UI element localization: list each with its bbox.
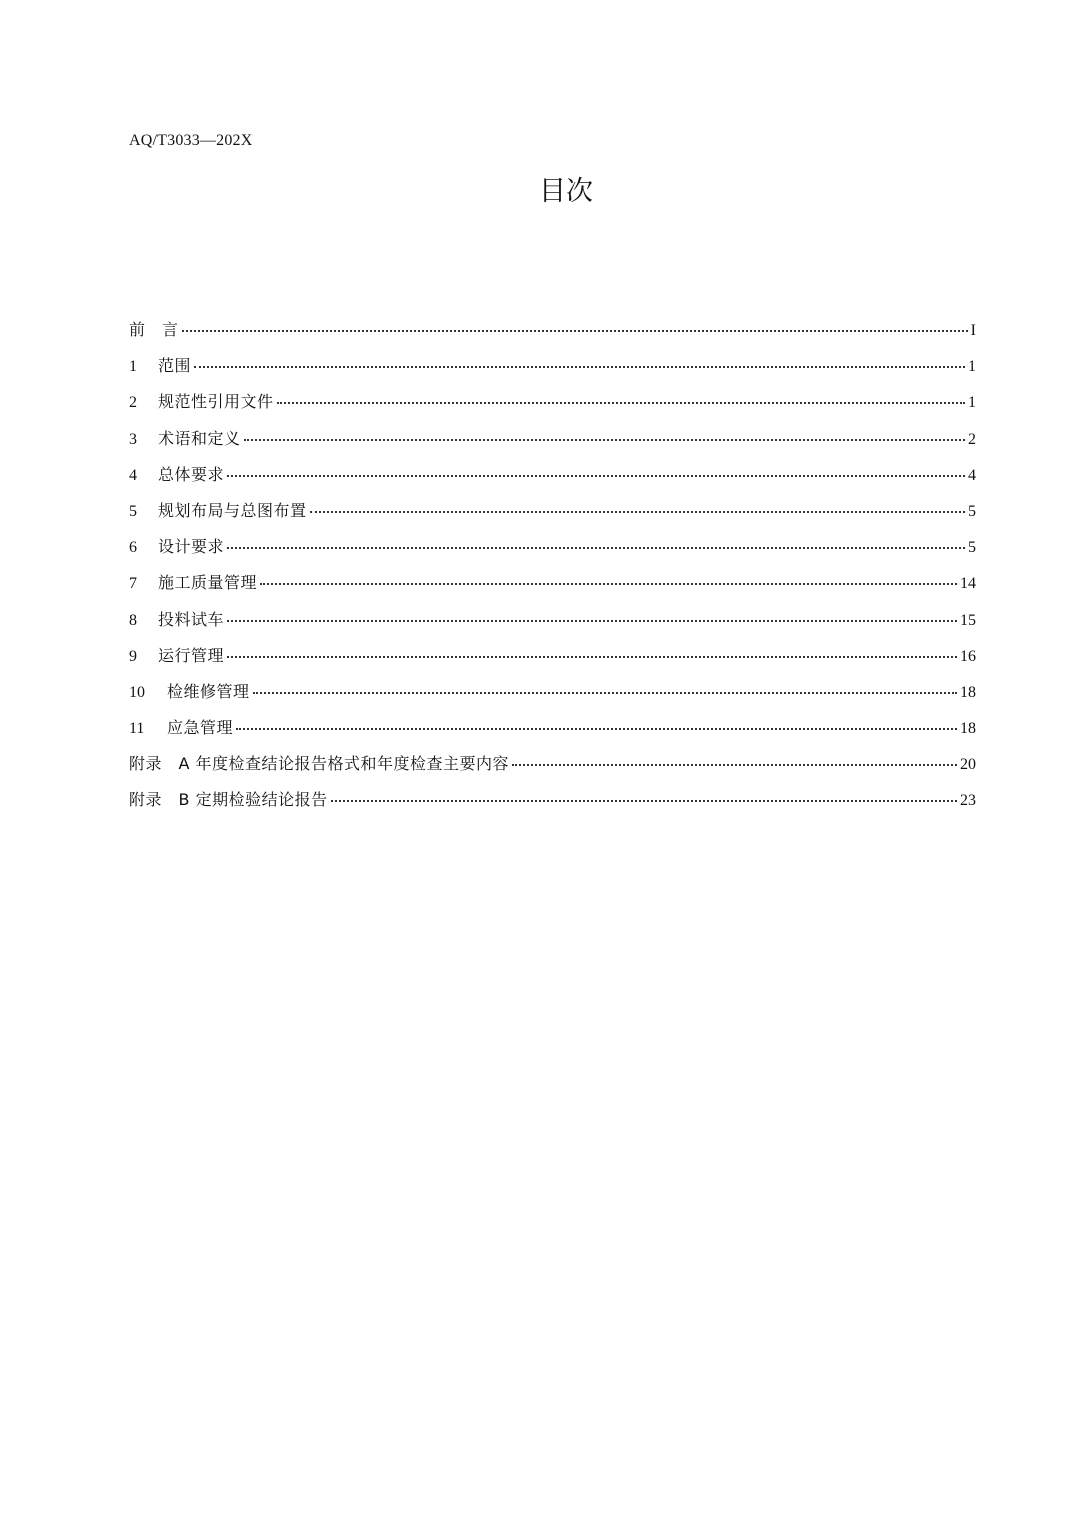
toc-entry-label: 附录 A 年度检查结论报告格式和年度检查主要内容 xyxy=(129,754,510,774)
toc-page-number: 20 xyxy=(960,756,976,774)
toc-entry-label: 总体要求 xyxy=(158,464,225,484)
toc-entry-label: 前 言 xyxy=(129,320,179,339)
toc-page-number: 5 xyxy=(968,502,976,520)
toc-dot-leader xyxy=(227,474,965,477)
toc-dot-leader xyxy=(331,799,957,802)
toc-entry-2[interactable] xyxy=(129,384,976,420)
toc-section-number: 2 xyxy=(129,394,137,412)
toc-dot-leader xyxy=(182,329,968,332)
toc-entry-label: 范围 xyxy=(158,356,192,376)
toc-entry-6[interactable] xyxy=(129,529,976,565)
toc-section-number: 7 xyxy=(129,575,137,593)
toc-page-number: 1 xyxy=(968,394,976,412)
toc-entry-7[interactable] xyxy=(129,565,976,601)
table-of-contents xyxy=(129,312,976,819)
toc-entry-label: 设计要求 xyxy=(158,537,225,557)
toc-entry-label: 检维修管理 xyxy=(167,681,250,701)
toc-dot-leader xyxy=(227,655,957,658)
toc-entry-label: 附录 B 定期检验结论报告 xyxy=(129,790,328,810)
toc-entry-9[interactable] xyxy=(129,638,976,674)
toc-entry-appendix-b[interactable] xyxy=(129,782,976,818)
toc-entry-3[interactable] xyxy=(129,421,976,457)
toc-section-number: 6 xyxy=(129,539,137,557)
toc-dot-leader xyxy=(253,691,957,694)
toc-entry-label: 运行管理 xyxy=(158,645,225,665)
toc-entry-1[interactable] xyxy=(129,348,976,384)
toc-section-number: 8 xyxy=(129,611,137,629)
toc-entry-label: 应急管理 xyxy=(167,718,234,738)
toc-dot-leader xyxy=(227,546,965,549)
toc-section-number: 4 xyxy=(129,466,137,484)
toc-dot-leader xyxy=(227,619,957,622)
toc-entry-10[interactable] xyxy=(129,674,976,710)
toc-entry-label: 规划布局与总图布置 xyxy=(158,500,307,520)
toc-page-number: 5 xyxy=(968,539,976,557)
toc-entry-label: 投料试车 xyxy=(158,609,225,629)
toc-entry-5[interactable] xyxy=(129,493,976,529)
toc-entry-label: 规范性引用文件 xyxy=(158,392,274,412)
toc-entry-label: 施工质量管理 xyxy=(158,573,258,593)
page-title: 目次 xyxy=(539,176,593,207)
toc-page-number: 2 xyxy=(968,430,976,448)
toc-page-number: 18 xyxy=(960,683,976,701)
toc-entry-foreword[interactable] xyxy=(129,312,976,348)
toc-section-number: 5 xyxy=(129,502,137,520)
toc-dot-leader xyxy=(512,763,957,766)
toc-dot-leader xyxy=(244,438,965,441)
toc-dot-leader xyxy=(310,510,965,513)
toc-entry-label: 术语和定义 xyxy=(158,428,241,448)
toc-dot-leader xyxy=(260,582,957,585)
document-code: AQ/T3033—202X xyxy=(129,132,253,149)
toc-page-number: 15 xyxy=(960,611,976,629)
toc-page-number: 4 xyxy=(968,466,976,484)
toc-dot-leader xyxy=(236,727,957,730)
toc-dot-leader xyxy=(194,365,965,368)
toc-page-number: 14 xyxy=(960,575,976,593)
toc-page-number: 23 xyxy=(960,792,976,810)
toc-page-number: 18 xyxy=(960,720,976,738)
toc-entry-4[interactable] xyxy=(129,457,976,493)
toc-section-number: 10 xyxy=(129,683,145,701)
toc-dot-leader xyxy=(277,401,965,404)
toc-section-number: 3 xyxy=(129,430,137,448)
toc-entry-appendix-a[interactable] xyxy=(129,746,976,782)
toc-page-number: I xyxy=(970,322,976,339)
toc-section-number: 9 xyxy=(129,647,137,665)
toc-section-number: 1 xyxy=(129,358,137,376)
toc-section-number: 11 xyxy=(129,720,145,738)
toc-entry-11[interactable] xyxy=(129,710,976,746)
toc-page-number: 1 xyxy=(968,358,976,376)
toc-page-number: 16 xyxy=(960,647,976,665)
toc-entry-8[interactable] xyxy=(129,602,976,638)
